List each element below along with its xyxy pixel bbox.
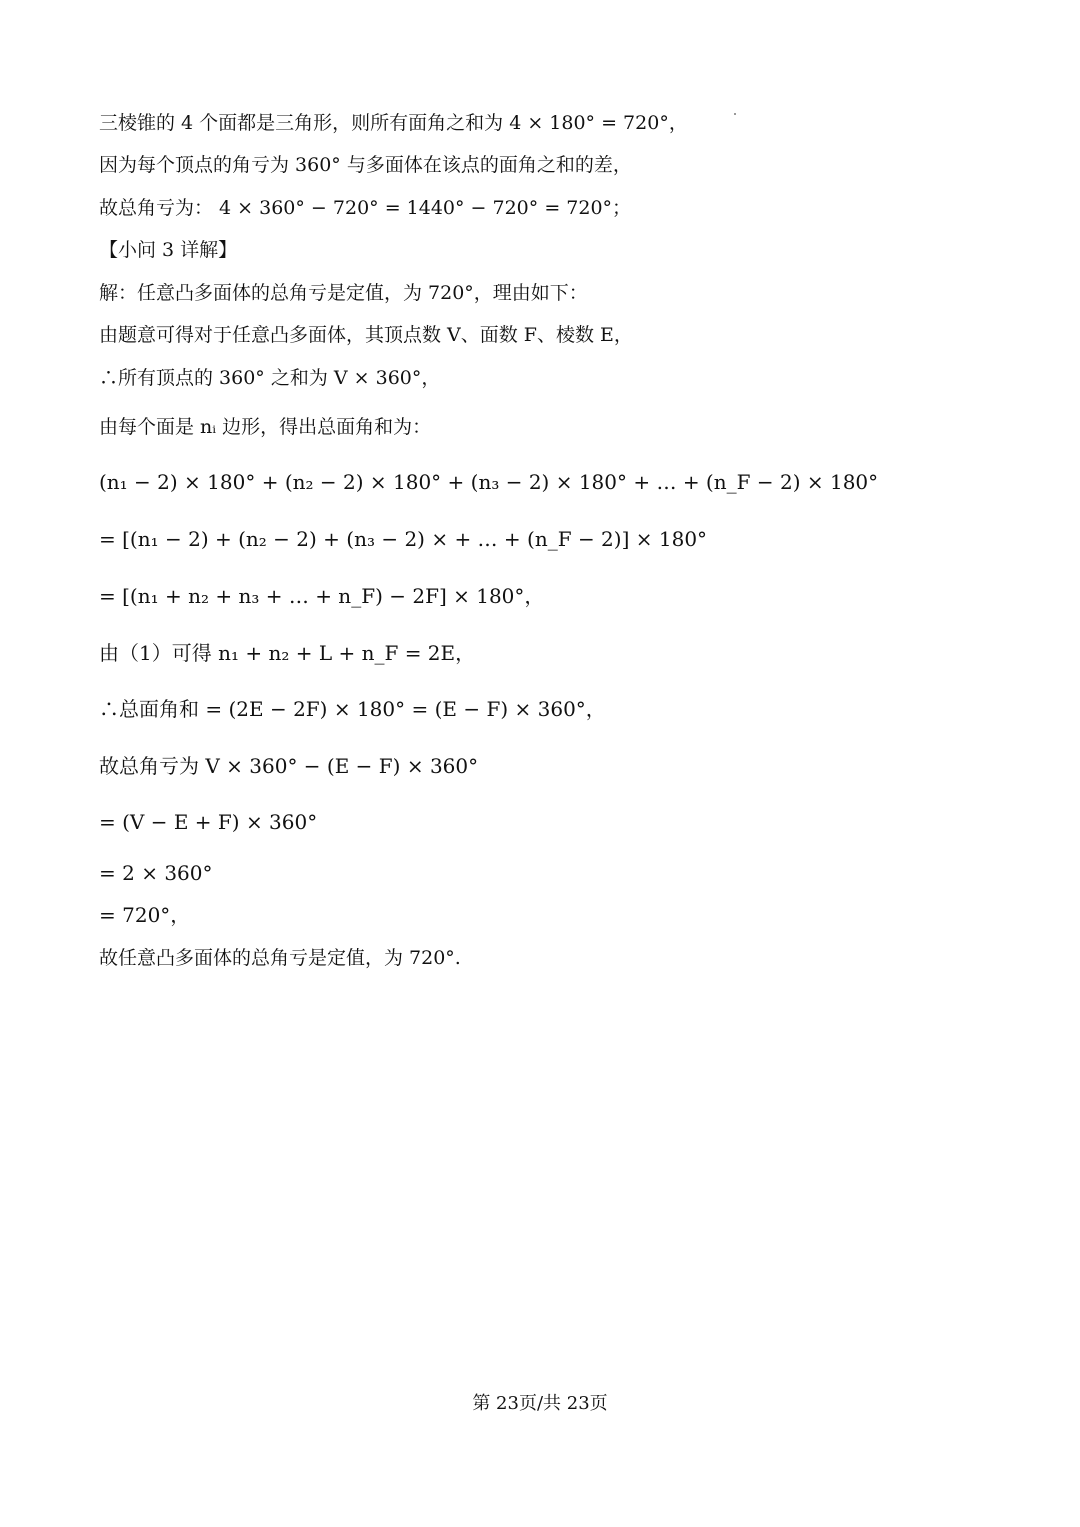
text-line-7: ∴所有顶点的 360° 之和为 V × 360°， (99, 367, 441, 389)
text-line-5: 解：任意凸多面体的总角亏是定值，为 720°，理由如下： (99, 282, 588, 304)
text-line-1: 三棱锥的 4 个面都是三角形，则所有面角之和为 4 × 180° = 720°， (99, 112, 688, 134)
equation-line-7: = (V − E + F) × 360° (99, 810, 318, 834)
equation-line-4: 由（1）可得 n₁ + n₂ + L + n_F = 2E， (99, 641, 476, 665)
scan-dot (734, 113, 736, 115)
section-heading: 【小问 3 详解】 (99, 239, 238, 261)
equation-line-5: ∴总面角和 = (2E − 2F) × 180° = (E − F) × 360°， (99, 697, 606, 721)
equation-line-9: = 720°， (99, 903, 191, 927)
text-line-3: 故总角亏为： 4 × 360° − 720° = 1440° − 720° = 720°； (99, 197, 632, 219)
equation-line-6: 故总角亏为 V × 360° − (E − F) × 360° (99, 754, 479, 778)
page-footer: 第 23页/共 23页 (472, 1393, 608, 1414)
equation-line-8: = 2 × 360° (99, 861, 213, 885)
conclusion-line: 故任意凸多面体的总角亏是定值，为 720°. (99, 947, 461, 969)
equation-line-2: = [(n₁ − 2) + (n₂ − 2) + (n₃ − 2) × + … + (n_F − 2)] × 180° (99, 527, 708, 551)
equation-line-1: (n₁ − 2) × 180° + (n₂ − 2) × 180° + (n₃ − 2) × 180° + … + (n_F − 2) × 180° (99, 470, 879, 494)
equation-line-3: = [(n₁ + n₂ + n₃ + … + n_F) − 2F] × 180°， (99, 584, 545, 608)
text-line-2: 因为每个顶点的角亏为 360° 与多面体在该点的面角之和的差， (99, 154, 632, 176)
text-line-8: 由每个面是 nᵢ 边形，得出总面角和为： (99, 416, 432, 438)
text-line-6: 由题意可得对于任意凸多面体，其顶点数 V、面数 F、棱数 E， (99, 324, 633, 346)
